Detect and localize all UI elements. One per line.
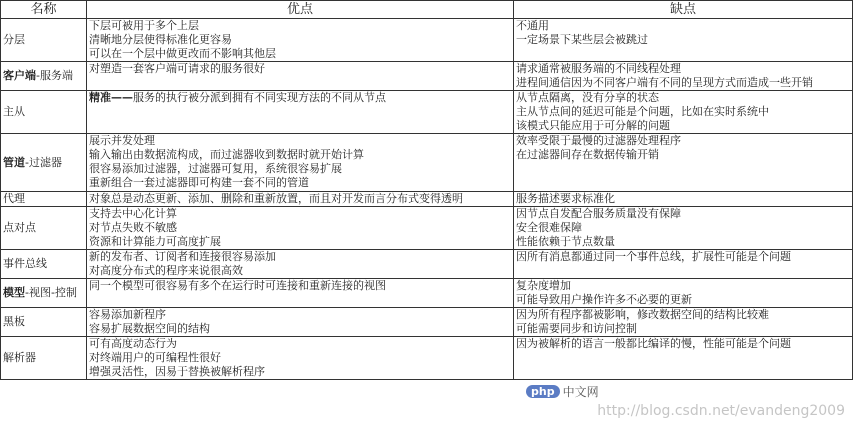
cons-cell (514, 337, 853, 380)
pros-line: 容易添加新程序 (89, 308, 166, 321)
pros-line: 输入输出由数据流构成，而过滤器收到数据时就开始计算 (89, 148, 364, 161)
cons-line: 在过滤器间存在数据传输开销 (516, 148, 659, 161)
pattern-name-text: -过滤器 (25, 155, 62, 169)
table-row (1, 91, 853, 134)
cons-line: 因为所有程序都被影响，修改数据空间的结构比较难 (516, 308, 769, 321)
cons-line: 请求通常被服务端的不同线程处理 (516, 62, 681, 75)
php-logo-text: php (526, 385, 560, 398)
pros-line: 很容易添加过滤器，过滤器可复用，系统很容易扩展 (89, 162, 342, 175)
pattern-name-text: 管道 (3, 155, 25, 169)
table-row (1, 192, 853, 207)
pros-line: 同一个模型可很容易有多个在运行时可连接和重新连接的视图 (89, 279, 386, 292)
pros-cell (87, 308, 514, 337)
pros-cell (87, 250, 514, 279)
pros-cell (87, 337, 514, 380)
pattern-name-cell (1, 308, 87, 337)
pros-line: 可以在一个层中做更改而不影响其他层 (89, 47, 276, 60)
cons-line: 主从节点间的延迟可能是个问题，比如在实时系统中 (516, 105, 769, 118)
cons-line: 性能依赖于节点数量 (516, 235, 615, 248)
cons-line: 因为被解析的语言一般都比编译的慢，性能可能是个问题 (516, 337, 791, 350)
pattern-name-text: 分层 (3, 33, 25, 46)
cons-line: 效率受限于最慢的过滤器处理程序 (516, 134, 681, 147)
column-header-name: 名称 (1, 1, 87, 19)
cons-line: 不通用 (516, 19, 549, 32)
cons-line: 因节点自发配合服务质量没有保障 (516, 207, 681, 220)
pros-line: 对塑造一套客户端可请求的服务很好 (89, 62, 265, 75)
table-row (1, 250, 853, 279)
pros-line: 下层可被用于多个上层 (89, 19, 199, 32)
pattern-name-cell (1, 207, 87, 250)
php-logo-cn: 中文网 (562, 385, 599, 399)
pros-line: 清晰地分层使得标准化更容易 (89, 33, 232, 46)
pattern-name-text: 解析器 (3, 351, 36, 364)
pattern-name-text: 主从 (3, 105, 25, 118)
table-row (1, 19, 853, 62)
pros-line: 支持去中心化计算 (89, 207, 177, 220)
pattern-name-text: 黑板 (3, 315, 25, 328)
pros-line: 展示并发处理 (89, 134, 155, 147)
pattern-name-text: 点对点 (3, 221, 36, 234)
pattern-name-cell (1, 192, 87, 207)
pros-cell (87, 207, 514, 250)
table-row (1, 134, 853, 192)
pattern-name-cell (1, 279, 87, 308)
pros-cell (87, 134, 514, 192)
table-row (1, 62, 853, 91)
pattern-name-text: 代理 (3, 192, 25, 205)
cons-cell (514, 207, 853, 250)
pros-cell (87, 192, 514, 207)
cons-line: 从节点隔离，没有分享的状态 (516, 91, 659, 104)
pros-line: 可有高度动态行为 (89, 337, 177, 350)
cons-line: 该模式只能应用于可分解的问题 (516, 119, 670, 132)
cons-line: 可能导致用户操作许多不必要的更新 (516, 293, 692, 306)
pros-line: 对终端用户的可编程性很好 (89, 351, 221, 364)
table-row (1, 337, 853, 380)
pattern-name-cell (1, 62, 87, 91)
cons-line: 复杂度增加 (516, 279, 571, 292)
cons-line: 服务描述要求标准化 (516, 192, 615, 205)
cons-cell (514, 308, 853, 337)
pros-line: 新的发布者、订阅者和连接很容易添加 (89, 250, 276, 263)
pros-cell (87, 62, 514, 91)
pattern-name-text: 模型 (3, 286, 25, 299)
cons-line: 可能需要同步和访问控制 (516, 322, 637, 335)
pattern-name-text: 事件总线 (3, 257, 47, 270)
pros-line: 对节点失败不敏感 (89, 221, 177, 234)
pros-line (89, 91, 511, 105)
pros-line: 重新组合一套过滤器即可构建一套不同的管道 (89, 176, 309, 189)
pattern-name-cell (1, 134, 87, 192)
cons-cell (514, 134, 853, 192)
pattern-name-cell (1, 250, 87, 279)
table-header-row (1, 1, 853, 19)
pros-line: 资源和计算能力可高度扩展 (89, 235, 221, 248)
pattern-name-text: -视图-控制 (25, 286, 77, 299)
cons-line: 进程间通信因为不同客户端有不同的呈现方式而造成一些开销 (516, 76, 813, 89)
pros-line: 容易扩展数据空间的结构 (89, 322, 210, 335)
pattern-name-text: -服务端 (36, 69, 73, 82)
cons-line: 安全很难保障 (516, 221, 582, 234)
column-header-pros: 优点 (87, 1, 514, 19)
pattern-name-cell (1, 337, 87, 380)
pros-cell (87, 19, 514, 62)
pros-cell (87, 279, 514, 308)
cons-line: 一定场景下某些层会被跳过 (516, 33, 648, 46)
watermark-url: http://blog.csdn.net/evandeng2009 (597, 403, 845, 419)
table-row (1, 308, 853, 337)
cons-cell (514, 279, 853, 308)
php-cn-logo (526, 383, 599, 400)
pros-text: 服务的执行被分派到拥有不同实现方法的不同从节点 (133, 91, 386, 104)
pros-line: 对象总是动态更新、添加、删除和重新放置，而且对开发而言分布式变得透明 (89, 192, 463, 205)
pattern-name-cell (1, 91, 87, 134)
pros-text: 精准—— (89, 91, 133, 104)
pros-line: 增强灵活性，因易于替换被解析程序 (89, 365, 265, 378)
cons-line: 因所有消息都通过同一个事件总线，扩展性可能是个问题 (516, 250, 791, 263)
cons-cell (514, 250, 853, 279)
cons-cell (514, 19, 853, 62)
pros-line: 对高度分布式的程序来说很高效 (89, 264, 243, 277)
cons-cell (514, 91, 853, 134)
pros-cell (87, 91, 514, 134)
cons-cell (514, 192, 853, 207)
table-row (1, 279, 853, 308)
pattern-name-text: 客户端 (3, 69, 36, 82)
table-row (1, 207, 853, 250)
column-header-cons: 缺点 (514, 1, 853, 19)
cons-cell (514, 62, 853, 91)
table-body (1, 19, 853, 380)
pattern-name-cell (1, 19, 87, 62)
